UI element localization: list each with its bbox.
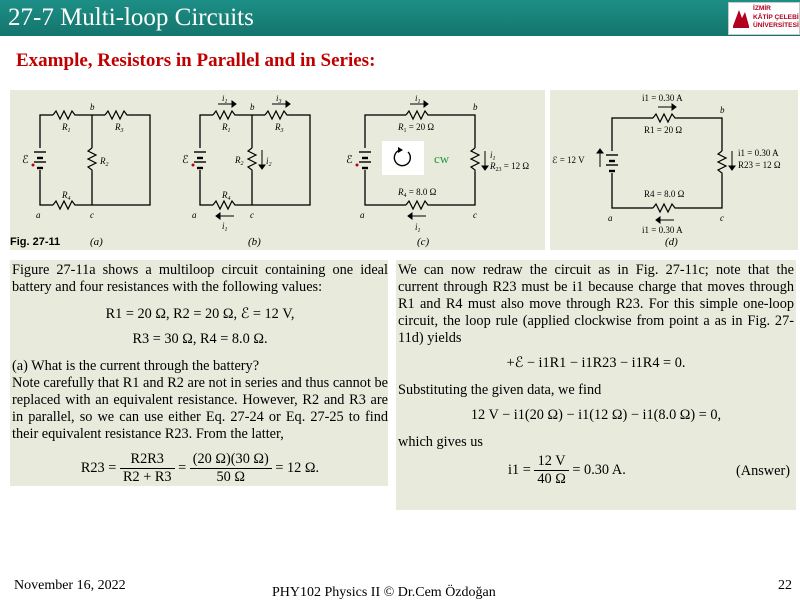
svg-text:i1 = 0.30 A: i1 = 0.30 A	[642, 225, 683, 235]
question-a: (a) What is the current through the battery?	[12, 358, 260, 374]
svg-text:ℰ: ℰ	[346, 154, 353, 166]
svg-text:i1: $i_1$	[490, 150, 496, 162]
svg-text:R1: $R_1$	[62, 122, 71, 134]
svg-text:i1 = 0.30 A: i1 = 0.30 A	[642, 93, 683, 103]
svg-text:R1 = 20 Ω: R1 = 20 Ω	[644, 125, 683, 135]
footer-date: November 16, 2022	[14, 578, 126, 593]
svg-text:c: c	[473, 210, 477, 220]
svg-text:a: a	[36, 210, 41, 220]
cw-label: cw	[434, 151, 450, 166]
circuit-diagram-b	[180, 95, 330, 235]
svg-text:R1 = 20 Ω: $R_1 = 20$ Ω	[398, 122, 435, 134]
svg-text:R4 = 8.0 Ω: R4 = 8.0 Ω	[644, 189, 685, 199]
svg-text:c: c	[250, 210, 254, 220]
svg-text:i1: $i_1$	[415, 95, 421, 105]
svg-text:ℰ: ℰ	[182, 154, 189, 166]
substitution-text: Substituting the given data, we find	[398, 382, 602, 398]
circuit-diagram-a	[20, 100, 170, 230]
intro-paragraph: Figure 27-11a shows a multiloop circuit containing one ideal battery and four resistances with the following values:	[12, 262, 388, 295]
svg-text:R2: $R_2$	[100, 156, 109, 168]
logo-emblem-icon	[731, 6, 751, 30]
svg-text:i2: $i_2$	[266, 156, 272, 168]
right-text-block	[396, 260, 796, 510]
svg-text:b: b	[90, 102, 95, 112]
svg-text:R1: $R_1$	[222, 122, 231, 134]
left-text-block	[10, 260, 388, 486]
svg-text:R3: $R_3$	[115, 122, 124, 134]
panel-label-d: (d)	[665, 236, 678, 248]
answer-label: (Answer)	[736, 463, 790, 479]
title-bar	[0, 0, 800, 36]
university-logo	[728, 2, 800, 35]
svg-text:R2: $R_2$	[235, 155, 244, 167]
equivalent-resistance-equation: R23 = $\frac{R2R3}{R2 + R3}$ = $\frac{(20 \Omega)(30 \Omega)}{50 \Omega}$ = 12 Ω.	[80, 451, 320, 485]
result-intro: which gives us	[398, 434, 483, 450]
panel-label-a: (a)	[90, 236, 103, 248]
svg-text:b: b	[250, 102, 255, 112]
svg-text:R3: $R_3$	[275, 122, 284, 134]
parallel-paragraph: Note carefully that R1 and R2 are not in series and thus cannot be replaced with an equivalent resistance. However, R2 and R3 are in parallel, so we can use either Eq. 27-24 or Eq. 27-25 to find their equivalent resistance R23. From the latter,	[12, 375, 388, 442]
svg-text:ℰ: ℰ	[22, 154, 29, 166]
circuit-diagram-c	[340, 95, 545, 235]
svg-text:c: c	[720, 213, 724, 223]
circuit-diagram-d	[552, 93, 797, 238]
svg-text:R4 = 8.0 Ω: $R_4 = 8.0$ Ω	[398, 187, 437, 199]
svg-text:b: b	[473, 102, 478, 112]
svg-text:c: c	[90, 210, 94, 220]
svg-text:i1: $i_1$	[222, 95, 228, 105]
loop-rule-equation: +ℰ − i1R1 − i1R23 − i1R4 = 0.	[506, 355, 686, 371]
figure-label: Fig. 27-11	[10, 236, 61, 248]
logo-text: İZMİR KÂTİP ÇELEBİ ÜNİVERSİTESİ	[753, 5, 799, 29]
svg-text:i3: $i_3$	[276, 95, 282, 105]
svg-text:i1 = 0.30 A: i1 = 0.30 A	[738, 148, 779, 158]
example-heading: Example, Resistors in Parallel and in Series:	[16, 50, 376, 71]
substituted-equation: 12 V − i1(20 Ω) − i1(12 Ω) − i1(8.0 Ω) = 0,	[470, 407, 722, 423]
svg-text:a: a	[360, 210, 365, 220]
svg-text:i1: $i_1$	[222, 221, 228, 233]
given-values-1: R1 = 20 Ω, R2 = 20 Ω, ℰ = 12 V,	[105, 306, 295, 322]
svg-text:ℰ = 12 V: ℰ = 12 V	[552, 155, 585, 165]
svg-text:R23 = 12 Ω: R23 = 12 Ω	[738, 160, 781, 170]
svg-text:a: a	[192, 210, 197, 220]
panel-label-b: (b)	[248, 236, 261, 248]
slide-title: 27-7 Multi-loop Circuits	[8, 4, 254, 31]
footer-course: PHY102 Physics II © Dr.Cem Özdoğan	[272, 585, 496, 600]
current-result: i1 = $\frac{12 V}{40 \Omega}$ = 0.30 A. (Answer)	[508, 453, 790, 487]
svg-text:R4: $R_4$	[222, 190, 231, 202]
page-number: 22	[778, 578, 792, 593]
redraw-paragraph: We can now redraw the circuit as in Fig. 27-11c; note that the current through R23 must be i1 because charge that moves through R1 and R4 must also move through R23. For this simple one-loop circuit, the loop rule (applied clockwise from point a as in Fig. 27-11d) yields	[398, 262, 794, 346]
svg-text:R4: $R_4$	[62, 190, 71, 202]
svg-text:i1: $i_1$	[415, 222, 421, 234]
svg-text:R23 = 12 Ω: $R_{23} = 12$ Ω	[490, 161, 530, 173]
svg-text:b: b	[720, 105, 725, 115]
svg-text:a: a	[608, 213, 613, 223]
panel-label-c: (c)	[417, 236, 430, 248]
given-values-2: R3 = 30 Ω, R4 = 8.0 Ω.	[132, 331, 268, 347]
